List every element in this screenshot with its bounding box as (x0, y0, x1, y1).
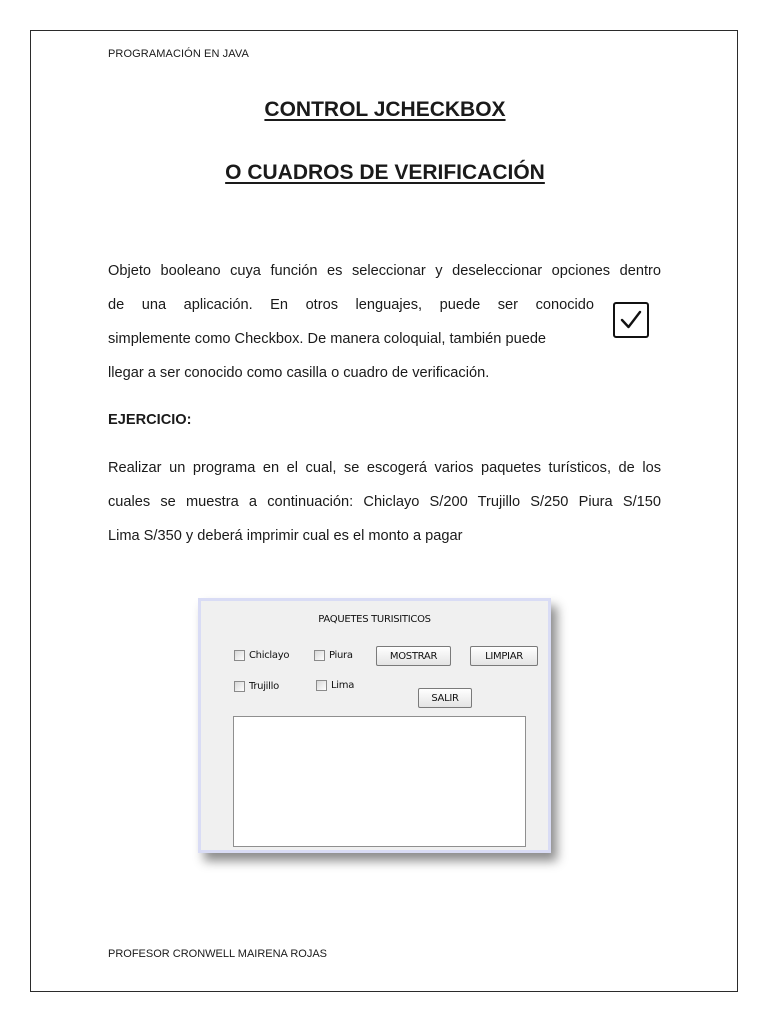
checkbox-lima[interactable] (316, 680, 354, 691)
checkbox-chiclayo[interactable] (234, 650, 289, 661)
intro-line: Objeto booleano cuya función es seleccionar y deseleccionar opciones dentro (108, 263, 661, 279)
checkbox-trujillo[interactable] (234, 681, 279, 692)
document-page (30, 30, 738, 992)
document-subtitle: O CUADROS DE VERIFICACIÓN (225, 161, 545, 184)
salir-button[interactable]: SALIR (418, 688, 472, 708)
app-title: PAQUETES TURISITICOS (318, 614, 431, 625)
paquetes-app-window (198, 598, 551, 853)
page-header: PROGRAMACIÓN EN JAVA (108, 48, 249, 60)
exercise-label: EJERCICIO: (108, 412, 192, 428)
limpiar-button[interactable]: LIMPIAR (470, 646, 538, 666)
checkbox-label: Chiclayo (249, 650, 290, 661)
exercise-line: Realizar un programa en el cual, se escogerá varios paquetes turísticos, de los (108, 460, 661, 476)
checkbox-icon[interactable] (234, 650, 245, 661)
checkbox-icon[interactable] (314, 650, 325, 661)
exercise-line: cuales se muestra a continuación: Chiclayo S/200 Trujillo S/250 Piura S/150 (108, 494, 661, 510)
output-textarea[interactable] (233, 716, 526, 847)
intro-paragraph (108, 254, 661, 390)
checkbox-piura[interactable] (314, 650, 353, 661)
intro-line: simplemente como Checkbox. De manera coloquial, también puede (108, 331, 547, 347)
checkbox-label: Lima (331, 680, 355, 691)
checkbox-label: Piura (329, 650, 353, 661)
mostrar-button[interactable]: MOSTRAR (376, 646, 451, 666)
intro-line: de una aplicación. En otros lenguajes, puede ser conocido (108, 297, 594, 313)
checkbox-icon[interactable] (316, 680, 327, 691)
document-title: CONTROL JCHECKBOX (264, 98, 506, 121)
checkbox-checked-icon (613, 302, 649, 338)
checkbox-icon[interactable] (234, 681, 245, 692)
page-footer: PROFESOR CRONWELL MAIRENA ROJAS (108, 948, 328, 960)
intro-line: llegar a ser conocido como casilla o cuadro de verificación. (108, 365, 490, 381)
exercise-line: Lima S/350 y deberá imprimir cual es el monto a pagar (108, 528, 463, 544)
exercise-paragraph (108, 451, 661, 553)
checkbox-label: Trujillo (249, 681, 279, 692)
